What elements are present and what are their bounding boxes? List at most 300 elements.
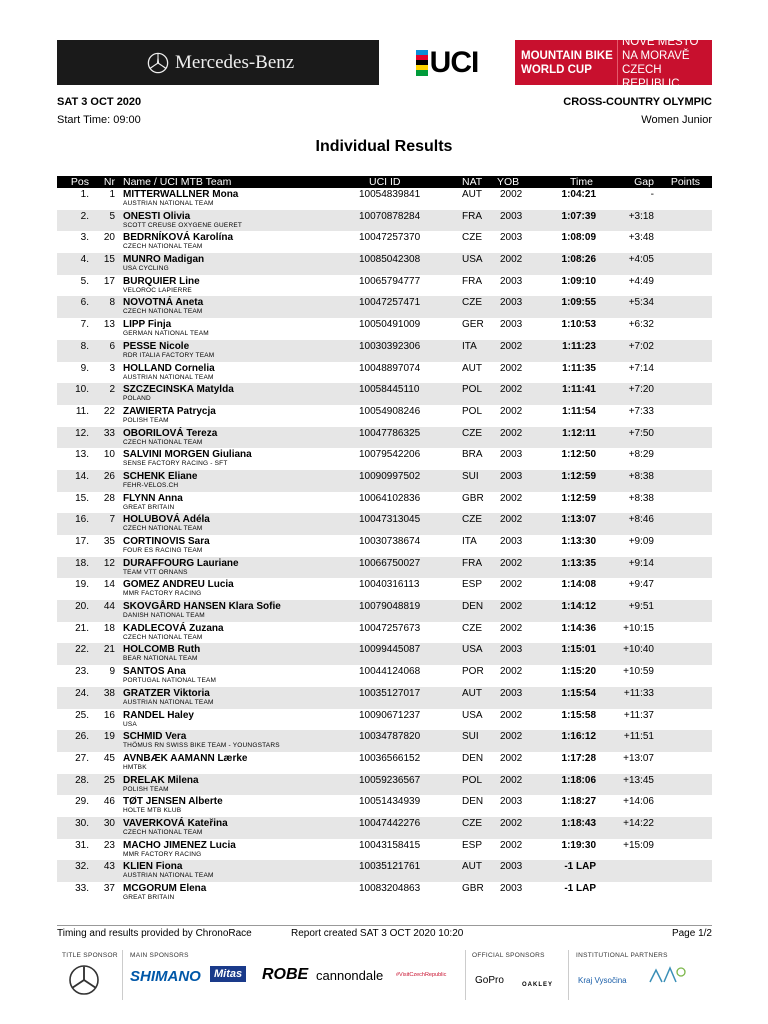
nat-cell: USA <box>462 644 483 656</box>
pos-cell: 33. <box>75 883 89 894</box>
name-cell: BEDRNÍKOVÁ Karolína <box>123 232 234 244</box>
nat-cell: FRA <box>462 275 482 287</box>
yob-cell: 2002 <box>500 557 523 569</box>
team-cell: MMR FACTORY RACING <box>123 590 202 598</box>
table-row <box>57 687 712 709</box>
nr-cell: 12 <box>103 557 115 569</box>
yob-cell: 2003 <box>500 449 523 461</box>
uci-id-cell: 10066750027 <box>359 557 421 569</box>
name-cell: TØT JENSEN Alberte <box>123 796 223 808</box>
pos-cell: 14. <box>75 470 89 482</box>
name-cell: MCGORUM Elena <box>123 883 207 894</box>
team-cell: CZECH NATIONAL TEAM <box>123 633 203 641</box>
name-cell: SALVINI MORGEN Giuliana <box>123 449 252 461</box>
pos-cell: 29. <box>75 796 89 808</box>
gap-cell: +11:37 <box>623 709 654 721</box>
time-cell: 1:15:58 <box>561 709 596 721</box>
nr-cell: 6 <box>109 340 115 352</box>
time-cell: 1:18:06 <box>561 774 596 786</box>
table-row <box>57 383 712 405</box>
yob-cell: 2002 <box>500 189 523 200</box>
uci-id-cell: 10034787820 <box>359 731 421 743</box>
yob-cell: 2002 <box>500 666 523 678</box>
world-cup-label <box>515 40 617 85</box>
table-row <box>57 492 712 514</box>
time-cell: 1:15:20 <box>561 666 596 678</box>
nr-cell: 8 <box>109 297 115 309</box>
name-cell: ZAWIERTA Patrycja <box>123 405 216 417</box>
team-cell: AUSTRIAN NATIONAL TEAM <box>123 373 214 381</box>
pos-cell: 19. <box>75 579 89 591</box>
uci-id-cell: 10099445087 <box>359 644 421 656</box>
nat-cell: FRA <box>462 210 482 222</box>
nat-cell: AUT <box>462 362 482 374</box>
uci-id-cell: 10051434939 <box>359 796 421 808</box>
uci-id-cell: 10083204863 <box>359 883 421 894</box>
time-cell: 1:11:23 <box>562 340 596 352</box>
gap-cell: +11:33 <box>623 687 654 699</box>
time-cell: 1:18:27 <box>561 796 596 808</box>
name-cell: SCHMID Vera <box>123 731 187 743</box>
table-row <box>57 665 712 687</box>
gopro-logo: GoPro <box>475 975 504 986</box>
time-cell: 1:13:30 <box>561 536 596 547</box>
results-table <box>57 188 712 904</box>
team-cell: HOLTE MTB KLUB <box>123 807 182 815</box>
gap-cell: +14:06 <box>623 796 654 808</box>
pos-cell: 21. <box>75 622 89 634</box>
nat-cell: SUI <box>462 470 479 482</box>
time-cell: 1:11:35 <box>562 362 596 374</box>
robe-logo: ROBE <box>262 966 309 983</box>
gap-cell: +9:47 <box>628 579 654 591</box>
col-uci-id: UCI ID <box>369 176 401 188</box>
nat-cell: ITA <box>462 536 477 547</box>
gap-cell: +13:45 <box>623 774 654 786</box>
time-cell: 1:14:12 <box>561 601 596 613</box>
nat-cell: FRA <box>462 557 482 569</box>
nat-cell: CZE <box>462 622 482 634</box>
name-cell: MACHO JIMENEZ Lucia <box>123 839 236 851</box>
gap-cell: +8:29 <box>628 449 654 461</box>
nr-cell: 1 <box>109 189 115 200</box>
team-cell: CZECH NATIONAL TEAM <box>123 438 203 446</box>
uci-id-cell: 10044124068 <box>359 666 421 678</box>
uci-id-cell: 10059236567 <box>359 774 421 786</box>
pos-cell: 9. <box>80 362 89 374</box>
table-row <box>57 340 712 362</box>
name-cell: SANTOS Ana <box>123 666 186 678</box>
pos-cell: 31. <box>75 839 89 851</box>
yob-cell: 2002 <box>500 384 523 396</box>
time-cell: 1:08:26 <box>561 254 596 266</box>
name-cell: NOVOTNÁ Aneta <box>123 297 204 309</box>
time-cell: 1:13:07 <box>561 514 596 526</box>
timing-provider: Timing and results provided by ChronoRace <box>57 928 252 939</box>
table-row <box>57 752 712 774</box>
time-cell: 1:13:35 <box>561 557 596 569</box>
time-cell: -1 LAP <box>564 883 596 894</box>
nr-cell: 46 <box>103 796 115 808</box>
col-gap: Gap <box>634 176 654 188</box>
name-cell: VAVERKOVÁ Kateřina <box>123 817 228 829</box>
time-cell: 1:12:50 <box>561 449 596 461</box>
team-cell: CZECH NATIONAL TEAM <box>123 308 203 316</box>
title-sponsor-logo <box>147 52 294 74</box>
footer-divider <box>57 925 712 926</box>
col-time: Time <box>570 176 593 188</box>
sponsor-divider <box>465 950 466 1000</box>
name-cell: BURQUIER Line <box>123 275 200 287</box>
team-cell: AUSTRIAN NATIONAL TEAM <box>123 200 214 207</box>
team-cell: RDR ITALIA FACTORY TEAM <box>123 351 215 359</box>
pos-cell: 30. <box>75 817 89 829</box>
mercedes-star-icon <box>68 964 100 996</box>
team-cell: VELOROC LAPIERRE <box>123 286 192 294</box>
pos-cell: 25. <box>75 709 89 721</box>
nat-cell: POL <box>462 384 483 396</box>
time-cell: 1:12:11 <box>562 427 596 439</box>
title-sponsor-label: TITLE SPONSOR <box>62 952 118 959</box>
gap-cell: +10:59 <box>623 666 654 678</box>
name-cell: KADLECOVÁ Zuzana <box>123 622 224 634</box>
nr-cell: 21 <box>103 644 115 656</box>
nr-cell: 19 <box>103 731 115 743</box>
nr-cell: 26 <box>103 470 115 482</box>
pos-cell: 16. <box>75 514 89 526</box>
yob-cell: 2002 <box>500 492 523 504</box>
nat-cell: CZE <box>462 427 482 439</box>
col-points: Points <box>670 176 700 188</box>
uci-id-cell: 10090671237 <box>359 709 421 721</box>
shimano-logo: SHIMANO <box>130 968 201 985</box>
mtb-line1: MOUNTAIN BIKE <box>521 49 613 62</box>
yob-cell: 2003 <box>500 883 523 894</box>
nr-cell: 30 <box>103 817 115 829</box>
table-row <box>57 210 712 232</box>
yob-cell: 2003 <box>500 210 523 222</box>
yob-cell: 2003 <box>500 275 523 287</box>
nat-cell: GER <box>462 319 484 331</box>
name-cell: OBORILOVÁ Tereza <box>123 427 218 439</box>
uci-logo <box>379 40 515 85</box>
time-cell: 1:12:59 <box>561 470 596 482</box>
time-cell: 1:04:21 <box>561 189 596 200</box>
pos-cell: 18. <box>75 557 89 569</box>
name-cell: MUNRO Madigan <box>123 254 205 266</box>
pos-cell: 10. <box>75 384 89 396</box>
uci-id-cell: 10035127017 <box>359 687 421 699</box>
table-row <box>57 839 712 861</box>
nr-cell: 2 <box>109 384 115 396</box>
nr-cell: 20 <box>103 232 115 244</box>
location-label <box>617 35 712 90</box>
nr-cell: 17 <box>103 275 115 287</box>
page-title: Individual Results <box>315 138 453 155</box>
table-row <box>57 405 712 427</box>
uci-id-cell: 10054908246 <box>359 405 421 417</box>
nat-cell: AUT <box>462 687 482 699</box>
time-cell: 1:15:54 <box>561 687 596 699</box>
pos-cell: 1. <box>80 189 89 200</box>
nr-cell: 14 <box>103 579 115 591</box>
uci-id-cell: 10030392306 <box>359 340 421 352</box>
team-cell: BEAR NATIONAL TEAM <box>123 655 198 663</box>
uci-id-cell: 10043158415 <box>359 839 421 851</box>
team-cell: CZECH NATIONAL TEAM <box>123 525 203 533</box>
name-cell: AVNBÆK AAMANN Lærke <box>123 752 248 764</box>
mitas-logo: Mitas <box>210 966 246 982</box>
team-cell: GERMAN NATIONAL TEAM <box>123 330 209 338</box>
uci-id-cell: 10065794777 <box>359 275 421 287</box>
uci-id-cell: 10047786325 <box>359 427 421 439</box>
nat-cell: POL <box>462 405 483 417</box>
team-cell: GREAT BRITAIN <box>123 894 175 901</box>
team-cell: AUSTRIAN NATIONAL TEAM <box>123 698 214 706</box>
nat-cell: ESP <box>462 579 483 591</box>
pos-cell: 13. <box>75 449 89 461</box>
nr-cell: 22 <box>103 405 115 417</box>
nat-cell: DEN <box>462 796 484 808</box>
table-row <box>57 817 712 839</box>
mercedes-star-icon <box>147 52 169 74</box>
nat-cell: DEN <box>462 752 484 764</box>
col-pos: Pos <box>70 176 89 188</box>
nat-cell: ESP <box>462 839 483 851</box>
nr-cell: 25 <box>103 774 115 786</box>
yob-cell: 2003 <box>500 232 523 244</box>
gap-cell: +13:07 <box>623 752 654 764</box>
yob-cell: 2002 <box>500 405 523 417</box>
uci-id-cell: 10035121761 <box>359 861 421 873</box>
gap-cell: +9:51 <box>628 601 654 613</box>
pos-cell: 8. <box>80 340 89 352</box>
uci-text: UCI <box>429 45 479 79</box>
uci-id-cell: 10047257673 <box>359 622 421 634</box>
nr-cell: 38 <box>103 687 115 699</box>
nr-cell: 5 <box>109 210 115 222</box>
time-cell: 1:15:01 <box>561 644 596 656</box>
uci-id-cell: 10070878284 <box>359 210 421 222</box>
table-row <box>57 296 712 318</box>
name-cell: SKOVGÅRD HANSEN Klara Sofie <box>123 601 281 613</box>
name-cell: ONESTI Olivia <box>123 210 191 222</box>
nat-cell: GBR <box>462 883 484 894</box>
table-row <box>57 578 712 600</box>
team-cell: AUSTRIAN NATIONAL TEAM <box>123 872 214 880</box>
table-row <box>57 448 712 470</box>
table-row <box>57 427 712 449</box>
team-cell: SCOTT CREUSE OXYGENE GUERET <box>123 221 243 229</box>
time-cell: 1:18:43 <box>561 817 596 829</box>
team-cell: PORTUGAL NATIONAL TEAM <box>123 677 217 685</box>
gap-cell: +9:14 <box>628 557 654 569</box>
col-name: Name / UCI MTB Team <box>123 176 232 188</box>
table-row <box>57 622 712 644</box>
nr-cell: 23 <box>103 839 115 851</box>
pos-cell: 7. <box>80 319 89 331</box>
gap-cell: +15:09 <box>623 839 654 851</box>
name-cell: PESSE Nicole <box>123 340 190 352</box>
race-date: SAT 3 OCT 2020 <box>57 96 142 108</box>
team-cell: FOUR ES RACING TEAM <box>123 547 203 554</box>
table-row <box>57 318 712 340</box>
nat-cell: CZE <box>462 297 482 309</box>
uci-id-cell: 10047313045 <box>359 514 421 526</box>
sponsor-divider <box>122 950 123 1000</box>
name-cell: HOLLAND Cornelia <box>123 362 215 374</box>
nat-cell: CZE <box>462 514 482 526</box>
table-row <box>57 470 712 492</box>
pos-cell: 15. <box>75 492 89 504</box>
nr-cell: 44 <box>103 601 115 613</box>
name-cell: KLIEN Fiona <box>123 861 183 873</box>
gap-cell: +7:33 <box>628 405 654 417</box>
page-number: Page 1/2 <box>671 928 712 939</box>
nr-cell: 35 <box>103 536 115 547</box>
uci-id-cell: 10090997502 <box>359 470 421 482</box>
gap-cell: +10:15 <box>623 622 654 634</box>
time-cell: 1:07:39 <box>561 210 596 222</box>
main-sponsors-label: MAIN SPONSORS <box>130 952 189 959</box>
name-cell: DURAFFOURG Lauriane <box>123 557 239 569</box>
pos-cell: 22. <box>75 644 89 656</box>
uci-id-cell: 10079542206 <box>359 449 421 461</box>
nr-cell: 13 <box>103 319 115 331</box>
nat-cell: ITA <box>462 340 477 352</box>
nr-cell: 9 <box>109 666 115 678</box>
table-row <box>57 188 712 210</box>
pos-cell: 6. <box>80 297 89 309</box>
gap-cell: +8:38 <box>628 492 654 504</box>
pos-cell: 17. <box>75 536 89 547</box>
nat-cell: BRA <box>462 449 483 461</box>
yob-cell: 2002 <box>500 622 523 634</box>
pos-cell: 5. <box>80 275 89 287</box>
table-row <box>57 860 712 882</box>
nr-cell: 45 <box>103 752 115 764</box>
event-banner <box>57 35 712 90</box>
yob-cell: 2002 <box>500 340 523 352</box>
gap-cell: +3:18 <box>628 210 654 222</box>
pos-cell: 11. <box>75 405 89 417</box>
uci-id-cell: 10058445110 <box>359 384 420 396</box>
gap-cell: +3:48 <box>628 232 654 244</box>
gap-cell: +10:40 <box>623 644 654 656</box>
table-row <box>57 275 712 297</box>
gap-cell: +14:22 <box>623 817 654 829</box>
gap-cell: +9:09 <box>628 536 654 547</box>
yob-cell: 2003 <box>500 319 523 331</box>
nat-cell: USA <box>462 709 483 721</box>
gap-cell: +7:02 <box>628 340 654 352</box>
nr-cell: 16 <box>103 709 115 721</box>
cannondale-logo: cannondale <box>316 968 384 983</box>
table-row <box>57 362 712 384</box>
team-cell: CZECH NATIONAL TEAM <box>123 243 203 251</box>
nr-cell: 10 <box>103 449 115 461</box>
nat-cell: AUT <box>462 861 482 873</box>
time-cell: 1:08:09 <box>561 232 596 244</box>
yob-cell: 2002 <box>500 709 523 721</box>
mtb-line2: WORLD CUP <box>521 63 592 76</box>
team-cell: GREAT BRITAIN <box>123 503 175 511</box>
yob-cell: 2003 <box>500 297 523 309</box>
yob-cell: 2002 <box>500 774 523 786</box>
yob-cell: 2003 <box>500 644 523 656</box>
team-cell: CZECH NATIONAL TEAM <box>123 828 203 836</box>
report-created: Report created SAT 3 OCT 2020 10:20 <box>291 928 464 939</box>
loc-line2: CZECH REPUBLIC <box>622 63 680 90</box>
table-row <box>57 253 712 275</box>
time-cell: 1:12:59 <box>561 492 596 504</box>
name-cell: GRATZER Viktoria <box>123 687 210 699</box>
team-cell: THÖMUS RN SWISS BIKE TEAM - YOUNGSTARS <box>123 742 280 750</box>
gap-cell: - <box>650 189 654 200</box>
event-name: CROSS-COUNTRY OLYMPIC <box>563 96 712 108</box>
time-cell: 1:09:10 <box>561 275 596 287</box>
nat-cell: GBR <box>462 492 484 504</box>
name-cell: RANDEL Haley <box>123 709 194 721</box>
time-cell: 1:09:55 <box>561 297 596 309</box>
pos-cell: 20. <box>75 601 89 613</box>
nove-mesto-logo-icon <box>648 964 688 986</box>
yob-cell: 2002 <box>500 427 523 439</box>
table-row <box>57 231 712 253</box>
uci-stripes-icon <box>416 50 428 76</box>
col-yob: YOB <box>497 176 520 188</box>
time-cell: 1:10:53 <box>561 319 596 331</box>
gap-cell: +4:05 <box>628 254 654 266</box>
nat-cell: POR <box>462 666 484 678</box>
nr-cell: 15 <box>103 254 115 266</box>
nr-cell: 33 <box>103 427 115 439</box>
oakley-logo: OAKLEY <box>522 982 554 988</box>
sponsor-name: Mercedes-Benz <box>175 51 295 73</box>
gap-cell: +8:46 <box>628 514 654 526</box>
official-sponsors-label: OFFICIAL SPONSORS <box>472 952 545 959</box>
uci-id-cell: 10047257471 <box>359 297 421 309</box>
gap-cell: +7:14 <box>628 362 654 374</box>
yob-cell: 2002 <box>500 362 523 374</box>
name-cell: DRELAK Milena <box>123 774 199 786</box>
name-cell: CORTINOVIS Sara <box>123 536 210 547</box>
pos-cell: 27. <box>75 752 89 764</box>
yob-cell: 2002 <box>500 601 523 613</box>
pos-cell: 2. <box>80 210 89 222</box>
uci-id-cell: 10040316113 <box>359 579 420 591</box>
name-cell: FLYNN Anna <box>123 492 183 504</box>
time-cell: 1:11:41 <box>562 384 596 396</box>
col-nr: Nr <box>103 176 115 188</box>
team-cell: POLISH TEAM <box>123 416 169 424</box>
category: Women Junior <box>641 114 712 126</box>
nat-cell: POL <box>462 774 483 786</box>
visit-czech-logo: #VisitCzechRepublic <box>396 972 447 978</box>
table-row <box>57 882 712 904</box>
uci-id-cell: 10064102836 <box>359 492 421 504</box>
gap-cell: +5:34 <box>628 297 654 309</box>
nat-cell: AUT <box>462 189 482 200</box>
name-cell: SCHENK Eliane <box>123 470 198 482</box>
team-cell: SENSE FACTORY RACING - SFT <box>123 460 228 468</box>
nr-cell: 37 <box>103 883 115 894</box>
time-cell: 1:14:36 <box>561 622 596 634</box>
nat-cell: DEN <box>462 601 484 613</box>
yob-cell: 2003 <box>500 796 523 808</box>
yob-cell: 2002 <box>500 839 523 851</box>
uci-id-cell: 10036566152 <box>359 752 421 764</box>
